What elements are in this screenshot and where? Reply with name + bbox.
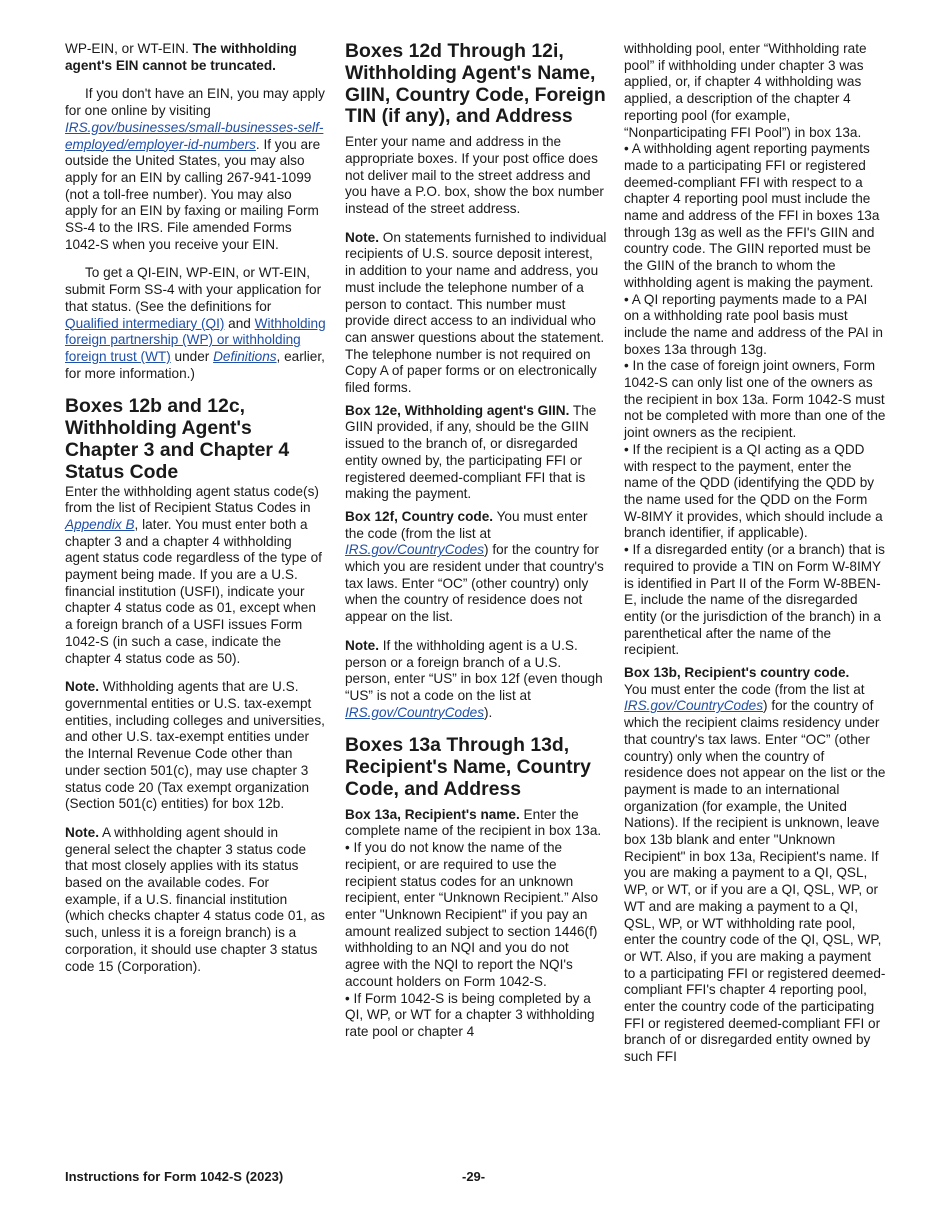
bullet-icon: • xyxy=(624,358,629,374)
box-12f-paragraph: Box 12f, Country code. You must enter the code (from the list at IRS.gov/CountryCodes) for the country for which you are resident under that country's tax laws. Enter “OC” (other country) only when the country of residence does not appear on the list. xyxy=(345,508,604,625)
ein-online-link[interactable]: IRS.gov/businesses/small-businesses-self-employed/employer-id-numbers xyxy=(65,119,324,152)
country-codes-link[interactable]: IRS.gov/CountryCodes xyxy=(624,698,764,714)
paragraph: WP-EIN, or WT-EIN. The withholding agent's EIN cannot be truncated. xyxy=(65,41,297,73)
bullet-item: • If the recipient is a QI acting as a QDD with respect to the payment, enter the name of the QDD (identifying the QDD by the name used for the QDD on the Form W-8IMY it provides, which should include a branch identifier, if applicable). xyxy=(624,441,883,541)
bullet-item: • A withholding agent reporting payments made to a participating FFI or registered deemed-compliant FFI with respect to a chapter 4 reporting pool must include the name and address of the FFI in boxes 13a through 13g as well as the FFI's GIIN and country code. The GIIN reported must be the GIIN of the branch to whom the withholding agent is making the payment. xyxy=(624,141,880,290)
section-heading-12d-12i: Boxes 12d Through 12i, Withholding Agent's Name, GIIN, Country Code, Foreign TIN (if any), and Address xyxy=(345,40,606,128)
box-13a-paragraph: Box 13a, Recipient's name. Enter the complete name of the recipient in box 13a. xyxy=(345,806,602,839)
section-heading-12b-12c: Boxes 12b and 12c, Withholding Agent's Chapter 3 and Chapter 4 Status Code xyxy=(65,395,290,483)
paragraph: Enter the withholding agent status code(s) from the list of Recipient Status Codes in Appendix B, later. You must enter both a chapter 3 and a chapter 4 withholding agent status code regardless of the type of payment being made. If you are a U.S. financial institution (USFI), indicate your chapter 4 status code as 01, except when a foreign branch of a USFI issues Form 1042-S (in such a case, indicate the chapter 4 status code as 50). xyxy=(65,483,322,666)
note: Note. If the withholding agent is a U.S. person or a foreign branch of a U.S. person, enter “US” in box 12f (even though “US” is not a code on the list at IRS.gov/CountryCodes). xyxy=(345,637,603,720)
box-12e-paragraph: Box 12e, Withholding agent's GIIN. The GIIN provided, if any, should be the GIIN issued to the branch of, or disregarded entity owned by, the participating FFI or registered deemed-compliant FFI that is making the payment. xyxy=(345,402,597,502)
bullet-icon: • xyxy=(345,840,350,856)
bullet-item: • If a disregarded entity (or a branch) that is required to provide a TIN on Form W-8IMY is identified in Part II of the Form W-8BEN-E, include the name of the disregarded entity (or the jurisdiction of the branch) in a parenthetical after the name of the recipient. xyxy=(624,542,885,658)
footer-document-title: Instructions for Form 1042-S (2023) xyxy=(65,1169,284,1184)
paragraph: To get a QI-EIN, WP-EIN, or WT-EIN, submit Form SS-4 with your application for that status. (See the definitions for Qualified intermediary (QI) and Withholding foreign partnership (WP) or withholding foreign trust (WT) under Definitions, earlier, for more information.) xyxy=(65,265,326,381)
bullet-item: • If Form 1042-S is being completed by a QI, WP, or WT for a chapter 3 withholding rate pool or chapter 4 xyxy=(345,990,595,1039)
bullet-icon: • xyxy=(624,291,629,307)
bullet-icon: • xyxy=(624,141,629,157)
bullet-icon: • xyxy=(345,990,350,1006)
column-3 xyxy=(624,41,886,1066)
box-13b-paragraph: Box 13b, Recipient's country code. You must enter the code (from the list at IRS.gov/CountryCodes) for the country of which the recipient claims residency under that country's tax laws. Enter “OC” (other country) only when the country of residence does not appear on the list or the payment is made to an international organization (for example, the United Nations). If the recipient is unknown, leave box 13b blank and enter "Unknown Recipient" in box 13a, Recipient's name. If you are making a payment to a QI, QSL, WP, or WT, or if you are a QI, QSL, WP, or WT and are making a payment to a QI, QSL, WP, or WT withholding rate pool, enter the country code of the QI, QSL, WP, or WT. Also, if you are making a payment to a participating FFI or registered deemed-compliant FFI's chapter 4 reporting pool, enter the country code of the participating FFI or registered deemed-compliant FFI or branch of or disregarded entity owned by such FFI xyxy=(624,665,886,1065)
paragraph: If you don't have an EIN, you may apply for one online by visiting IRS.gov/businesses/small-businesses-self-employed/employer-id-numbers. If you are outside the United States, you may also apply for an EIN by calling 267-941-1099 (not a toll-free number). You may also apply for an EIN by faxing or mailing Form SS-4 to the IRS. File amended Forms 1042-S when you receive your EIN. xyxy=(65,86,325,252)
note: Note. Withholding agents that are U.S. governmental entities or U.S. tax-exempt entities, including colleges and universities, and other U.S. tax-exempt entities under the Internal Revenue Code other than under section 501(c), may use chapter 3 status code 20 (Tax exempt organization (Section 501(c) entities) for box 12b. xyxy=(65,679,325,812)
appendix-b-link[interactable]: Appendix B xyxy=(65,516,135,532)
wp-wt-definition-link[interactable]: Withholding foreign partnership (WP) or withholding foreign trust (WT) xyxy=(65,315,326,364)
page-number: -29- xyxy=(462,1169,486,1184)
definitions-link[interactable]: Definitions xyxy=(213,348,277,364)
paragraph: Enter your name and address in the appropriate boxes. If your post office does not deliver mail to the street address and you have a P.O. box, show the box number instead of the street address. xyxy=(345,134,604,216)
bullet-item: • In the case of foreign joint owners, Form 1042-S can only list one of the owners as the recipient in box 13a. Form 1042-S must not be completed with more than one of the joint owners as the recipient. xyxy=(624,358,886,441)
note: Note. On statements furnished to individual recipients of U.S. source deposit interest, in addition to your name and address, you must include the telephone number of a person to contact. This number must provide direct access to an individual who can answer questions about the statement. The telephone number is not required on Copy A of paper forms or on electronically filed forms. xyxy=(345,229,607,396)
bullet-icon: • xyxy=(624,542,629,558)
column-2 xyxy=(345,41,607,1041)
qi-definition-link[interactable]: Qualified intermediary (QI) xyxy=(65,315,225,331)
bullet-item: • If you do not know the name of the recipient, or are required to use the recipient status codes for an unknown recipient, enter “Unknown Recipient.” Also enter "Unknown Recipient" if you pay an amount realized subject to section 1446(f) withholding to an NQI and you do not agree with the NQI to report the NQI's account holders on Form 1042-S. xyxy=(345,840,599,989)
country-codes-link[interactable]: IRS.gov/CountryCodes xyxy=(345,704,485,720)
bullet-icon: • xyxy=(624,441,629,457)
paragraph: withholding pool, enter “Withholding rate pool” if withholding under chapter 3 was applied, or, if chapter 4 withholding was applied, a description of the chapter 4 reporting pool (for example, “Nonparticipating FFI Pool”) in box 13a. xyxy=(624,41,867,140)
section-heading-13a-13d: Boxes 13a Through 13d, Recipient's Name, Country Code, and Address xyxy=(345,734,591,800)
note: Note. A withholding agent should in general select the chapter 3 status code that most closely applies with its status based on the available codes. For example, if a U.S. financial institution (which checks chapter 4 status code 01, as such, unless it is a foreign branch) is a corporation, it should use chapter 3 status code 15 (Corporation). xyxy=(65,824,325,974)
column-1 xyxy=(65,41,327,975)
country-codes-link[interactable]: IRS.gov/CountryCodes xyxy=(345,542,485,558)
bullet-item: • A QI reporting payments made to a PAI on a withholding rate pool basis must include the name and address of the PAI in boxes 13a through 13g. xyxy=(624,291,883,357)
